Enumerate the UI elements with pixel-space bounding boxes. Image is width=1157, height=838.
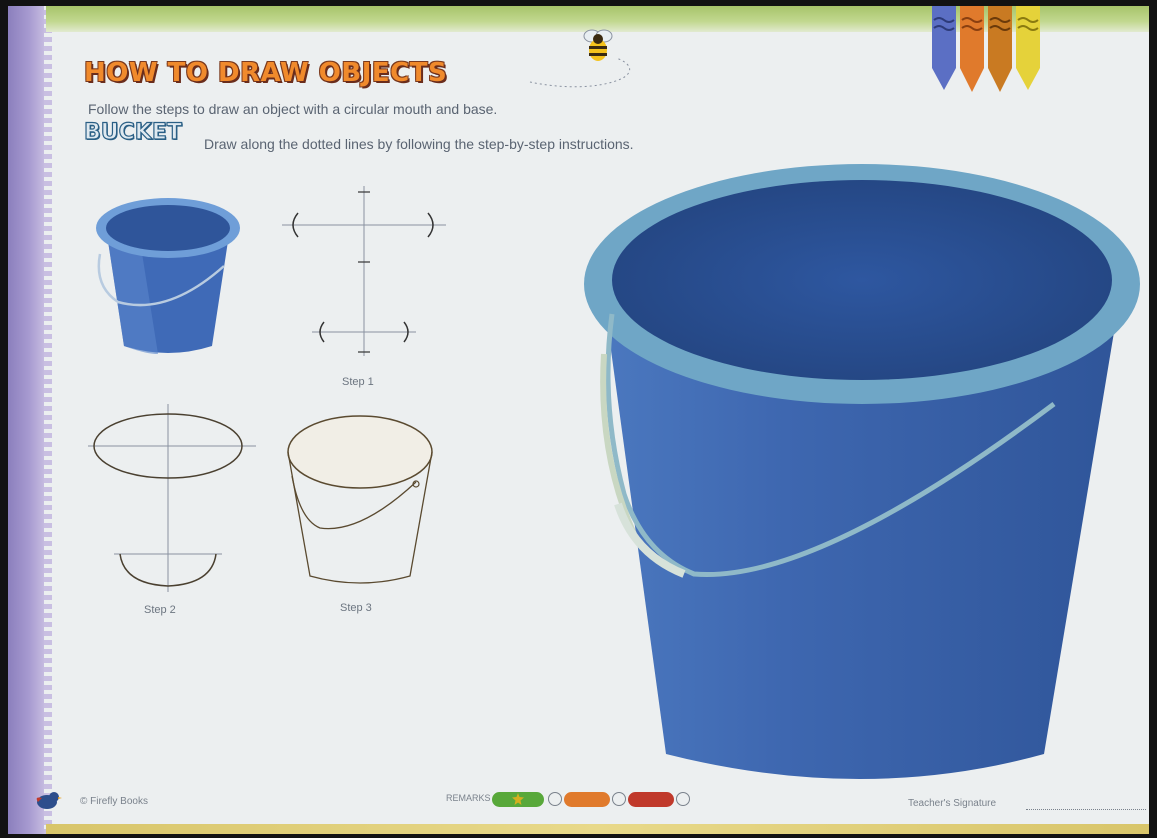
large-bucket-image (574, 154, 1144, 794)
star-icon (512, 793, 524, 805)
instruction-text: Draw along the dotted lines by following the step-by-step instructions. (204, 136, 634, 152)
bird-icon (32, 786, 62, 814)
remark-ring-2[interactable] (612, 792, 626, 806)
object-name: BUCKET (84, 120, 182, 145)
step1-diagram (274, 180, 454, 370)
page-subtitle: Follow the steps to draw an object with a circular mouth and base. (88, 101, 498, 117)
remarks-label: REMARKS (446, 793, 491, 803)
step3-label: Step 3 (340, 602, 372, 614)
remark-ring-3[interactable] (676, 792, 690, 806)
small-bucket-image (88, 186, 248, 366)
teacher-signature-label: Teacher's Signature (908, 798, 997, 809)
remark-green-pill[interactable] (492, 792, 544, 807)
signature-line[interactable] (1026, 809, 1146, 810)
workbook-page (8, 6, 1149, 834)
step2-diagram (84, 400, 264, 596)
bottom-border-strip (46, 824, 1149, 834)
remark-red-pill[interactable] (628, 792, 674, 807)
remark-ring-1[interactable] (548, 792, 562, 806)
step3-diagram (280, 408, 448, 592)
bee-icon (576, 24, 620, 68)
left-border-strip (8, 6, 46, 834)
publisher-credit: © Firefly Books (80, 796, 148, 807)
page-title: HOW TO DRAW OBJECTS (84, 58, 448, 88)
step1-label: Step 1 (342, 376, 374, 388)
crayons-icon (928, 6, 1048, 94)
step2-label: Step 2 (144, 604, 176, 616)
remarks-rating (446, 790, 696, 810)
remark-orange-pill[interactable] (564, 792, 610, 807)
